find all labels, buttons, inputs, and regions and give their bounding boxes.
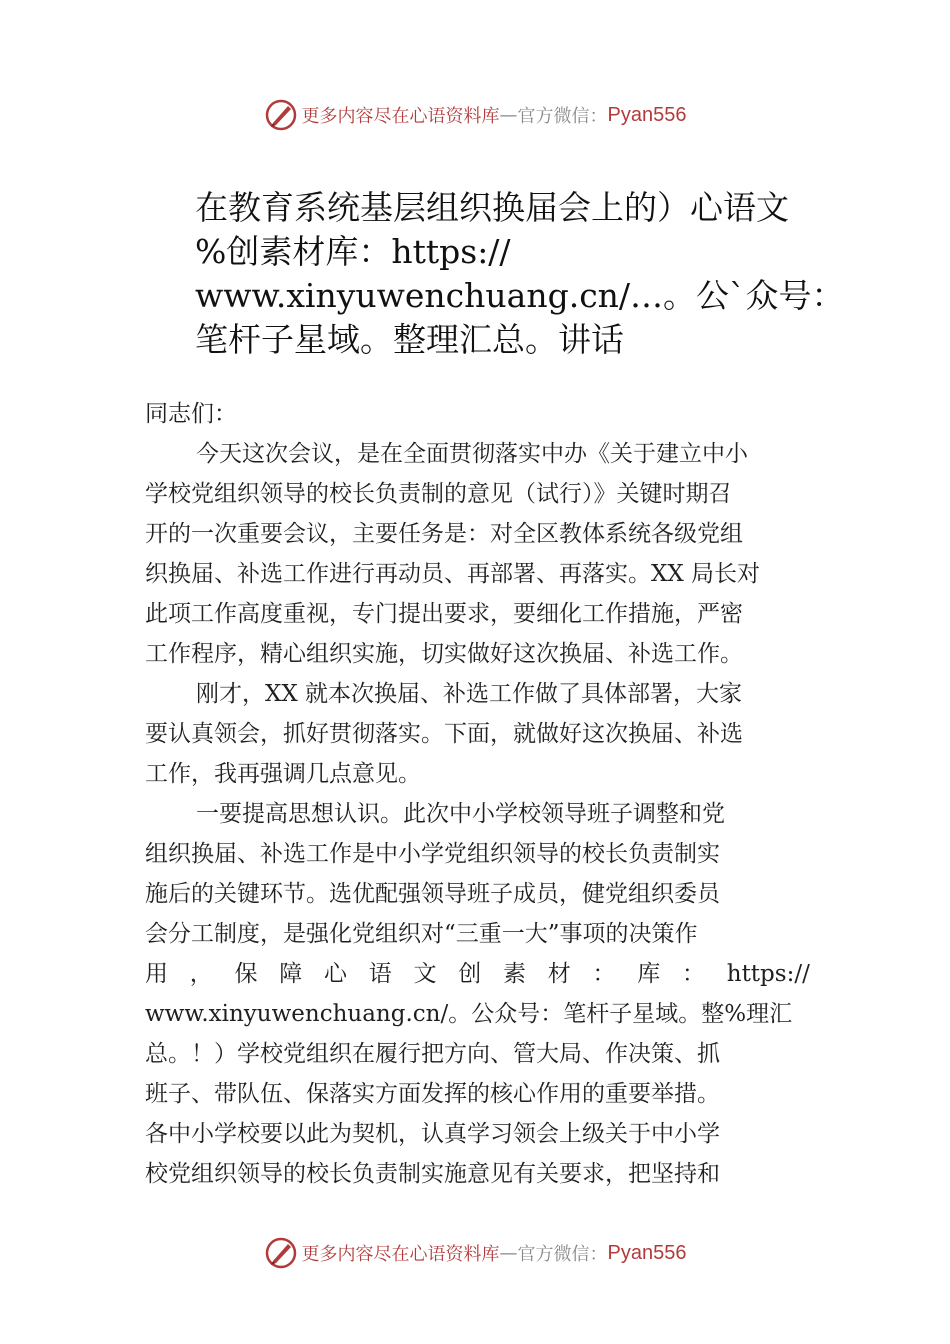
spread-line bbox=[145, 954, 810, 994]
spread-char: 文 bbox=[413, 961, 437, 987]
header-banner bbox=[0, 95, 950, 135]
greeting: 同志们： bbox=[145, 401, 237, 427]
paragraph-line: www.xinyuwenchuang.cn/。公众号：笔杆子星域。整%理汇 bbox=[145, 1001, 793, 1027]
paragraph-line: 织换届、补选工作进行再动员、再部署、再落实。XX 局长对 bbox=[145, 561, 761, 587]
document-body bbox=[145, 394, 810, 1194]
title-line: %创素材库：https:// bbox=[195, 232, 511, 271]
paragraph-line: 要认真领会，抓好贯彻落实。下面，就做好这次换届、补选 bbox=[145, 721, 743, 747]
banner-title: 更多内容尽在心语资料库 bbox=[301, 106, 500, 127]
spread-char: 语 bbox=[368, 961, 392, 987]
spread-char: 保 bbox=[234, 961, 258, 987]
spread-char: 心 bbox=[324, 961, 347, 987]
banner-dash: — bbox=[499, 1242, 518, 1264]
title-line: 笔杆子星域。整理汇总。讲话 bbox=[195, 320, 624, 359]
paragraph-line: 学校党组织领导的校长负责制的意见（试行）》关键时期召 bbox=[145, 481, 732, 507]
paragraph-line: 校党组织领导的校长负责制实施意见有关要求，把坚持和 bbox=[145, 1161, 720, 1187]
paragraph-line: 组织换届、补选工作是中小学党组织领导的校长负责制实 bbox=[145, 841, 720, 867]
spread-char: 创 bbox=[458, 961, 482, 987]
spread-char: 材 bbox=[547, 961, 571, 987]
paragraph-line: 总。！）学校党组织在履行把方向、管大局、作决策、抓 bbox=[145, 1041, 720, 1067]
spread-char: https:// bbox=[726, 961, 810, 987]
paragraph-line: 工作，我再强调几点意见。 bbox=[145, 761, 421, 787]
paragraph-line: 工作程序，精心组织实施，切实做好这次换届、补选工作。 bbox=[145, 641, 743, 667]
paragraph-line: 班子、带队伍、保落实方面发挥的核心作用的重要举措。 bbox=[145, 1081, 720, 1107]
spread-char: ： bbox=[682, 961, 705, 987]
spread-char: ， bbox=[189, 961, 213, 987]
paragraph-line: 施后的关键环节。选优配强领导班子成员，健党组织委员 bbox=[145, 881, 720, 907]
spread-char: 障 bbox=[279, 961, 303, 987]
banner-wechat-label: 官方微信： bbox=[517, 1244, 608, 1265]
paragraph-line: 会分工制度，是强化党组织对“三重一大”事项的决策作 bbox=[145, 921, 698, 947]
title-line: www.xinyuwenchuang.cn/…。公`众号： bbox=[195, 276, 845, 315]
footer-banner bbox=[0, 1233, 950, 1273]
spread-char: 库 bbox=[637, 961, 661, 987]
title-line: 在教育系统基层组织换届会上的）心语文 bbox=[195, 188, 789, 227]
paragraph-line: 各中小学校要以此为契机，认真学习领会上级关于中小学 bbox=[145, 1121, 720, 1147]
paragraph-line: 今天这次会议，是在全面贯彻落实中办《关于建立中小 bbox=[196, 441, 748, 467]
spread-char: 素 bbox=[503, 961, 526, 987]
banner-wechat-id: Pyan556 bbox=[607, 103, 687, 126]
paragraph-line: 此项工作高度重视，专门提出要求，要细化工作措施，严密 bbox=[145, 601, 743, 627]
paragraph-line: 刚才，XX 就本次换届、补选工作做了具体部署，大家 bbox=[196, 681, 743, 707]
banner-dash: — bbox=[499, 104, 518, 126]
paragraph-line: 开的一次重要会议，主要任务是：对全区教体系统各级党组 bbox=[145, 521, 743, 547]
banner-wechat-id: Pyan556 bbox=[607, 1241, 687, 1264]
document-title bbox=[195, 186, 845, 362]
banner-title: 更多内容尽在心语资料库 bbox=[301, 1244, 500, 1265]
spread-char: ： bbox=[592, 961, 616, 987]
spread-char: 用 bbox=[145, 961, 168, 987]
banner-wechat-label: 官方微信： bbox=[517, 106, 608, 127]
pen-logo-icon bbox=[264, 1236, 298, 1270]
pen-logo-icon bbox=[264, 98, 298, 132]
paragraph-line: 一要提高思想认识。此次中小学校领导班子调整和党 bbox=[196, 801, 725, 827]
